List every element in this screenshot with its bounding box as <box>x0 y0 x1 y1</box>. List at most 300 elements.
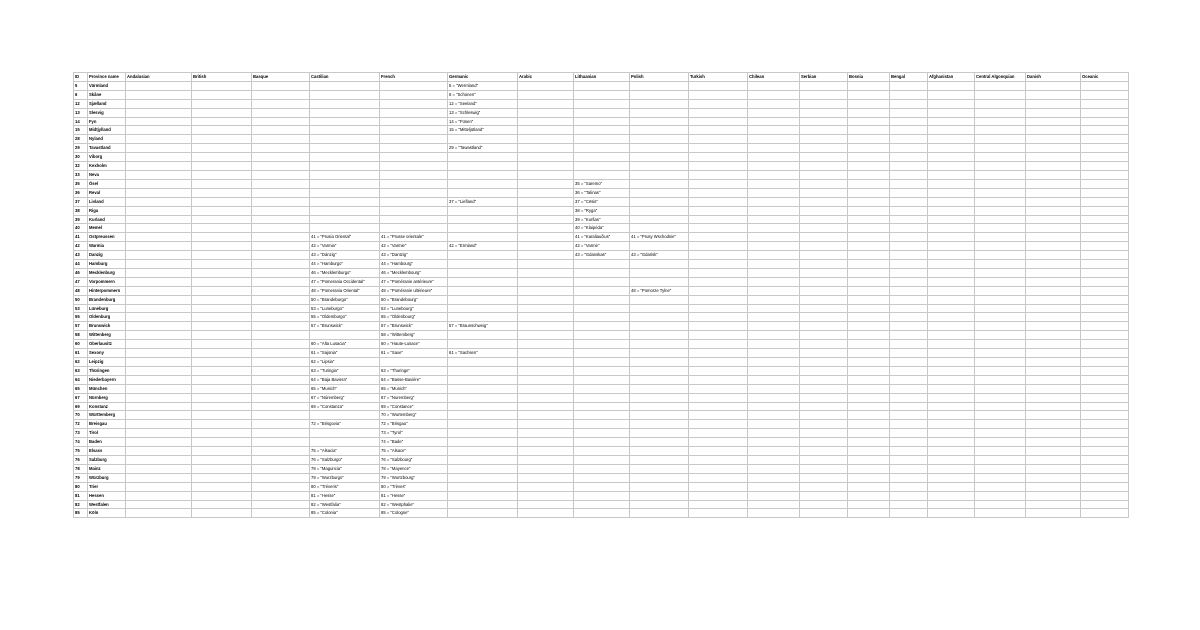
table-cell[interactable] <box>890 135 928 144</box>
province-name-cell[interactable]: Würzburg <box>88 473 126 482</box>
table-cell[interactable] <box>518 331 574 340</box>
table-cell[interactable] <box>126 99 192 108</box>
table-cell[interactable] <box>689 251 748 260</box>
table-cell[interactable] <box>252 179 310 188</box>
table-cell[interactable]: 42 = "Ermland" <box>448 242 518 251</box>
table-cell[interactable] <box>630 260 689 269</box>
table-cell[interactable] <box>448 179 518 188</box>
table-cell[interactable] <box>518 322 574 331</box>
table-cell[interactable] <box>975 366 1026 375</box>
table-cell[interactable] <box>192 126 252 135</box>
table-cell[interactable] <box>1081 464 1129 473</box>
table-cell[interactable] <box>630 482 689 491</box>
table-cell[interactable] <box>518 179 574 188</box>
table-cell[interactable] <box>252 144 310 153</box>
table-cell[interactable] <box>126 322 192 331</box>
table-cell[interactable] <box>848 188 890 197</box>
table-cell[interactable] <box>126 268 192 277</box>
table-cell[interactable] <box>192 491 252 500</box>
table-cell[interactable] <box>928 429 975 438</box>
table-cell[interactable] <box>192 482 252 491</box>
table-cell[interactable] <box>126 375 192 384</box>
table-cell[interactable] <box>748 117 800 126</box>
table-cell[interactable] <box>848 473 890 482</box>
table-cell[interactable]: 67 = "Nuremberg" <box>380 393 448 402</box>
id-cell[interactable]: 78 <box>74 464 88 473</box>
table-cell[interactable] <box>126 464 192 473</box>
table-cell[interactable] <box>848 81 890 90</box>
table-cell[interactable] <box>975 447 1026 456</box>
table-cell[interactable]: 5 = "Wermland" <box>448 81 518 90</box>
table-cell[interactable]: 40 = "Klaipėda" <box>574 224 630 233</box>
table-cell[interactable] <box>310 81 380 90</box>
table-cell[interactable] <box>848 447 890 456</box>
table-cell[interactable] <box>689 322 748 331</box>
table-cell[interactable] <box>448 206 518 215</box>
table-cell[interactable] <box>1026 322 1081 331</box>
table-cell[interactable] <box>800 251 848 260</box>
table-cell[interactable]: 55 = "Oldenbourg" <box>380 313 448 322</box>
table-cell[interactable] <box>518 277 574 286</box>
table-cell[interactable] <box>928 295 975 304</box>
table-cell[interactable] <box>890 99 928 108</box>
table-cell[interactable] <box>800 295 848 304</box>
table-cell[interactable] <box>630 473 689 482</box>
table-cell[interactable] <box>126 233 192 242</box>
table-cell[interactable] <box>800 500 848 509</box>
table-cell[interactable] <box>975 429 1026 438</box>
table-cell[interactable] <box>252 268 310 277</box>
table-cell[interactable] <box>689 224 748 233</box>
table-cell[interactable] <box>848 304 890 313</box>
id-cell[interactable]: 37 <box>74 197 88 206</box>
table-cell[interactable] <box>890 144 928 153</box>
table-cell[interactable] <box>518 286 574 295</box>
table-cell[interactable] <box>380 144 448 153</box>
table-cell[interactable] <box>192 447 252 456</box>
table-cell[interactable] <box>848 268 890 277</box>
table-cell[interactable] <box>848 197 890 206</box>
table-cell[interactable] <box>1081 482 1129 491</box>
table-cell[interactable]: 43 = "Dánzig" <box>310 251 380 260</box>
table-cell[interactable]: 41 = "Prusy Wschodnie" <box>630 233 689 242</box>
table-cell[interactable] <box>975 322 1026 331</box>
table-cell[interactable] <box>689 393 748 402</box>
table-cell[interactable] <box>252 126 310 135</box>
table-cell[interactable] <box>574 322 630 331</box>
table-cell[interactable] <box>192 393 252 402</box>
table-cell[interactable] <box>518 420 574 429</box>
table-cell[interactable] <box>975 170 1026 179</box>
column-header[interactable]: Serbian <box>800 73 848 82</box>
table-cell[interactable] <box>689 117 748 126</box>
table-cell[interactable] <box>448 153 518 162</box>
table-cell[interactable] <box>310 438 380 447</box>
table-cell[interactable] <box>518 500 574 509</box>
table-cell[interactable] <box>192 464 252 473</box>
table-cell[interactable]: 67 = "Núremberg" <box>310 393 380 402</box>
table-cell[interactable]: 70 = "Wurtemberg" <box>380 411 448 420</box>
province-name-cell[interactable]: Tavastland <box>88 144 126 153</box>
province-name-cell[interactable]: Warmia <box>88 242 126 251</box>
column-header[interactable]: Chilean <box>748 73 800 82</box>
province-name-cell[interactable]: Württemberg <box>88 411 126 420</box>
table-cell[interactable] <box>1081 358 1129 367</box>
table-cell[interactable] <box>890 251 928 260</box>
table-cell[interactable] <box>310 224 380 233</box>
table-cell[interactable] <box>1026 188 1081 197</box>
table-cell[interactable] <box>126 455 192 464</box>
table-cell[interactable] <box>689 153 748 162</box>
table-cell[interactable] <box>630 491 689 500</box>
table-cell[interactable]: 63 = "Thuringe" <box>380 366 448 375</box>
table-cell[interactable] <box>890 375 928 384</box>
id-cell[interactable]: 35 <box>74 179 88 188</box>
province-name-cell[interactable]: Baden <box>88 438 126 447</box>
table-cell[interactable] <box>1026 162 1081 171</box>
table-cell[interactable] <box>126 126 192 135</box>
table-cell[interactable] <box>574 402 630 411</box>
table-cell[interactable] <box>192 473 252 482</box>
table-cell[interactable]: 85 = "Cologne" <box>380 509 448 518</box>
table-cell[interactable] <box>890 438 928 447</box>
table-cell[interactable]: 50 = "Brandeburgo" <box>310 295 380 304</box>
table-cell[interactable] <box>890 464 928 473</box>
table-cell[interactable] <box>1081 375 1129 384</box>
table-cell[interactable] <box>975 491 1026 500</box>
table-cell[interactable] <box>192 277 252 286</box>
table-cell[interactable] <box>630 153 689 162</box>
table-cell[interactable]: 82 = "Westfalia" <box>310 500 380 509</box>
table-cell[interactable] <box>126 144 192 153</box>
id-cell[interactable]: 5 <box>74 81 88 90</box>
table-cell[interactable] <box>192 197 252 206</box>
table-cell[interactable] <box>689 313 748 322</box>
table-cell[interactable] <box>252 108 310 117</box>
id-cell[interactable]: 15 <box>74 126 88 135</box>
table-cell[interactable] <box>1081 473 1129 482</box>
id-cell[interactable]: 38 <box>74 206 88 215</box>
table-cell[interactable] <box>252 429 310 438</box>
table-cell[interactable] <box>975 224 1026 233</box>
table-cell[interactable] <box>518 402 574 411</box>
table-cell[interactable] <box>1026 277 1081 286</box>
table-cell[interactable] <box>192 322 252 331</box>
table-cell[interactable] <box>800 438 848 447</box>
table-cell[interactable] <box>1081 322 1129 331</box>
table-cell[interactable] <box>689 268 748 277</box>
table-cell[interactable] <box>574 286 630 295</box>
id-cell[interactable]: 60 <box>74 340 88 349</box>
table-cell[interactable] <box>1026 473 1081 482</box>
table-cell[interactable] <box>1081 340 1129 349</box>
province-name-cell[interactable]: Brandenburg <box>88 295 126 304</box>
table-cell[interactable] <box>689 331 748 340</box>
table-cell[interactable] <box>928 224 975 233</box>
table-cell[interactable] <box>1026 260 1081 269</box>
table-cell[interactable] <box>630 206 689 215</box>
table-cell[interactable] <box>192 384 252 393</box>
table-cell[interactable] <box>890 304 928 313</box>
table-cell[interactable]: 58 = "Wittemberg" <box>380 331 448 340</box>
table-cell[interactable] <box>252 242 310 251</box>
table-cell[interactable] <box>192 251 252 260</box>
table-cell[interactable] <box>975 179 1026 188</box>
table-cell[interactable]: 42 = "Varmie" <box>380 242 448 251</box>
table-cell[interactable] <box>689 206 748 215</box>
table-cell[interactable] <box>748 455 800 464</box>
id-cell[interactable]: 12 <box>74 99 88 108</box>
table-cell[interactable] <box>574 366 630 375</box>
table-cell[interactable] <box>848 438 890 447</box>
table-cell[interactable]: 53 = "Lunebourg" <box>380 304 448 313</box>
table-cell[interactable] <box>192 295 252 304</box>
table-cell[interactable] <box>689 170 748 179</box>
table-cell[interactable] <box>1026 135 1081 144</box>
table-cell[interactable] <box>192 429 252 438</box>
table-cell[interactable] <box>975 242 1026 251</box>
table-cell[interactable] <box>448 384 518 393</box>
table-cell[interactable] <box>1026 393 1081 402</box>
table-cell[interactable]: 37 = "Liefland" <box>448 197 518 206</box>
id-cell[interactable]: 6 <box>74 90 88 99</box>
table-cell[interactable] <box>192 402 252 411</box>
table-cell[interactable] <box>928 473 975 482</box>
table-cell[interactable] <box>800 455 848 464</box>
table-cell[interactable] <box>848 99 890 108</box>
table-cell[interactable] <box>890 233 928 242</box>
table-cell[interactable] <box>928 375 975 384</box>
table-cell[interactable] <box>689 304 748 313</box>
table-cell[interactable] <box>630 455 689 464</box>
table-cell[interactable]: 69 = "Constanza" <box>310 402 380 411</box>
table-cell[interactable] <box>574 464 630 473</box>
province-name-cell[interactable]: Thüringen <box>88 366 126 375</box>
table-cell[interactable] <box>928 286 975 295</box>
table-cell[interactable] <box>890 81 928 90</box>
table-cell[interactable] <box>252 162 310 171</box>
table-cell[interactable] <box>126 215 192 224</box>
table-cell[interactable] <box>975 188 1026 197</box>
table-cell[interactable] <box>630 135 689 144</box>
table-cell[interactable] <box>890 384 928 393</box>
table-cell[interactable]: 41 = "Karaliaučius" <box>574 233 630 242</box>
table-cell[interactable]: 62 = "Lipsia" <box>310 358 380 367</box>
table-cell[interactable] <box>630 393 689 402</box>
table-cell[interactable] <box>192 144 252 153</box>
table-cell[interactable]: 72 = "Brisgovia" <box>310 420 380 429</box>
table-cell[interactable] <box>310 135 380 144</box>
table-cell[interactable] <box>574 375 630 384</box>
table-cell[interactable] <box>800 126 848 135</box>
table-cell[interactable] <box>518 215 574 224</box>
table-cell[interactable]: 12 = "Seeland" <box>448 99 518 108</box>
id-cell[interactable]: 70 <box>74 411 88 420</box>
table-cell[interactable] <box>800 286 848 295</box>
table-cell[interactable] <box>252 206 310 215</box>
table-cell[interactable] <box>518 233 574 242</box>
table-cell[interactable] <box>252 473 310 482</box>
table-cell[interactable] <box>748 90 800 99</box>
table-cell[interactable] <box>310 153 380 162</box>
table-cell[interactable] <box>748 482 800 491</box>
table-cell[interactable] <box>448 402 518 411</box>
table-cell[interactable] <box>848 135 890 144</box>
table-cell[interactable] <box>748 108 800 117</box>
table-cell[interactable]: 43 = "Gdańsk" <box>630 251 689 260</box>
table-cell[interactable]: 42 = "Varmė" <box>574 242 630 251</box>
table-cell[interactable] <box>518 429 574 438</box>
table-cell[interactable] <box>689 358 748 367</box>
table-cell[interactable] <box>518 509 574 518</box>
table-cell[interactable] <box>574 500 630 509</box>
province-name-cell[interactable]: Värmland <box>88 81 126 90</box>
table-cell[interactable] <box>748 366 800 375</box>
table-cell[interactable] <box>928 420 975 429</box>
table-cell[interactable] <box>574 90 630 99</box>
table-cell[interactable] <box>1081 206 1129 215</box>
table-cell[interactable] <box>310 90 380 99</box>
province-name-cell[interactable]: Vorpommern <box>88 277 126 286</box>
table-cell[interactable] <box>192 286 252 295</box>
table-cell[interactable] <box>1081 393 1129 402</box>
table-cell[interactable]: 79 = "Wurzburgo" <box>310 473 380 482</box>
table-cell[interactable] <box>126 509 192 518</box>
table-cell[interactable] <box>380 108 448 117</box>
table-cell[interactable] <box>518 349 574 358</box>
table-cell[interactable] <box>748 242 800 251</box>
table-cell[interactable] <box>975 375 1026 384</box>
table-cell[interactable] <box>448 162 518 171</box>
table-cell[interactable] <box>928 188 975 197</box>
table-cell[interactable] <box>975 233 1026 242</box>
table-cell[interactable] <box>928 322 975 331</box>
table-cell[interactable] <box>380 153 448 162</box>
table-cell[interactable] <box>630 188 689 197</box>
table-cell[interactable] <box>800 464 848 473</box>
table-cell[interactable] <box>126 473 192 482</box>
table-cell[interactable] <box>890 260 928 269</box>
table-cell[interactable] <box>126 162 192 171</box>
table-cell[interactable] <box>890 473 928 482</box>
table-cell[interactable] <box>1026 402 1081 411</box>
table-cell[interactable] <box>1081 366 1129 375</box>
table-cell[interactable]: 61 = "Sachsen" <box>448 349 518 358</box>
column-header[interactable]: British <box>192 73 252 82</box>
table-cell[interactable] <box>518 224 574 233</box>
table-cell[interactable] <box>1026 366 1081 375</box>
table-cell[interactable] <box>800 242 848 251</box>
table-cell[interactable] <box>518 438 574 447</box>
table-cell[interactable] <box>448 277 518 286</box>
table-cell[interactable] <box>252 224 310 233</box>
table-cell[interactable] <box>518 375 574 384</box>
table-cell[interactable] <box>518 455 574 464</box>
table-cell[interactable] <box>574 81 630 90</box>
table-cell[interactable] <box>252 215 310 224</box>
table-cell[interactable] <box>890 242 928 251</box>
table-cell[interactable] <box>928 491 975 500</box>
table-cell[interactable] <box>1081 402 1129 411</box>
province-name-cell[interactable]: Trier <box>88 482 126 491</box>
province-name-cell[interactable]: Midtjylland <box>88 126 126 135</box>
table-cell[interactable] <box>574 491 630 500</box>
table-cell[interactable] <box>928 358 975 367</box>
table-cell[interactable] <box>890 340 928 349</box>
table-cell[interactable] <box>1081 260 1129 269</box>
table-cell[interactable] <box>1081 224 1129 233</box>
table-cell[interactable] <box>800 233 848 242</box>
table-cell[interactable] <box>890 393 928 402</box>
table-cell[interactable] <box>848 153 890 162</box>
table-cell[interactable] <box>890 482 928 491</box>
table-cell[interactable] <box>574 126 630 135</box>
table-cell[interactable] <box>748 313 800 322</box>
table-cell[interactable] <box>1026 295 1081 304</box>
table-cell[interactable] <box>1026 464 1081 473</box>
table-cell[interactable] <box>1026 304 1081 313</box>
table-cell[interactable] <box>630 197 689 206</box>
table-cell[interactable] <box>630 420 689 429</box>
table-cell[interactable] <box>928 331 975 340</box>
table-cell[interactable] <box>890 188 928 197</box>
table-cell[interactable] <box>574 135 630 144</box>
table-cell[interactable] <box>800 99 848 108</box>
table-cell[interactable] <box>380 358 448 367</box>
table-cell[interactable] <box>126 340 192 349</box>
table-cell[interactable] <box>1026 509 1081 518</box>
id-cell[interactable]: 79 <box>74 473 88 482</box>
table-cell[interactable] <box>1081 170 1129 179</box>
table-cell[interactable] <box>1026 242 1081 251</box>
table-cell[interactable] <box>630 375 689 384</box>
table-cell[interactable] <box>975 277 1026 286</box>
table-cell[interactable] <box>800 206 848 215</box>
table-cell[interactable] <box>748 162 800 171</box>
table-cell[interactable] <box>748 447 800 456</box>
table-cell[interactable] <box>574 358 630 367</box>
table-cell[interactable] <box>975 358 1026 367</box>
table-cell[interactable] <box>252 358 310 367</box>
table-cell[interactable] <box>928 108 975 117</box>
table-cell[interactable] <box>574 260 630 269</box>
table-cell[interactable] <box>518 482 574 491</box>
table-cell[interactable] <box>890 295 928 304</box>
table-cell[interactable] <box>800 322 848 331</box>
table-cell[interactable] <box>800 402 848 411</box>
table-cell[interactable] <box>689 438 748 447</box>
province-name-cell[interactable]: Viborg <box>88 153 126 162</box>
table-cell[interactable] <box>192 90 252 99</box>
table-cell[interactable] <box>448 420 518 429</box>
table-cell[interactable] <box>1026 153 1081 162</box>
table-cell[interactable] <box>689 99 748 108</box>
table-cell[interactable] <box>252 90 310 99</box>
table-cell[interactable] <box>448 224 518 233</box>
table-cell[interactable] <box>928 135 975 144</box>
table-cell[interactable] <box>574 153 630 162</box>
table-cell[interactable] <box>448 170 518 179</box>
table-cell[interactable] <box>800 473 848 482</box>
table-cell[interactable] <box>252 197 310 206</box>
table-cell[interactable] <box>689 491 748 500</box>
table-cell[interactable] <box>252 313 310 322</box>
table-cell[interactable] <box>574 268 630 277</box>
table-cell[interactable] <box>848 500 890 509</box>
table-cell[interactable] <box>252 153 310 162</box>
table-cell[interactable] <box>630 295 689 304</box>
table-cell[interactable] <box>192 260 252 269</box>
